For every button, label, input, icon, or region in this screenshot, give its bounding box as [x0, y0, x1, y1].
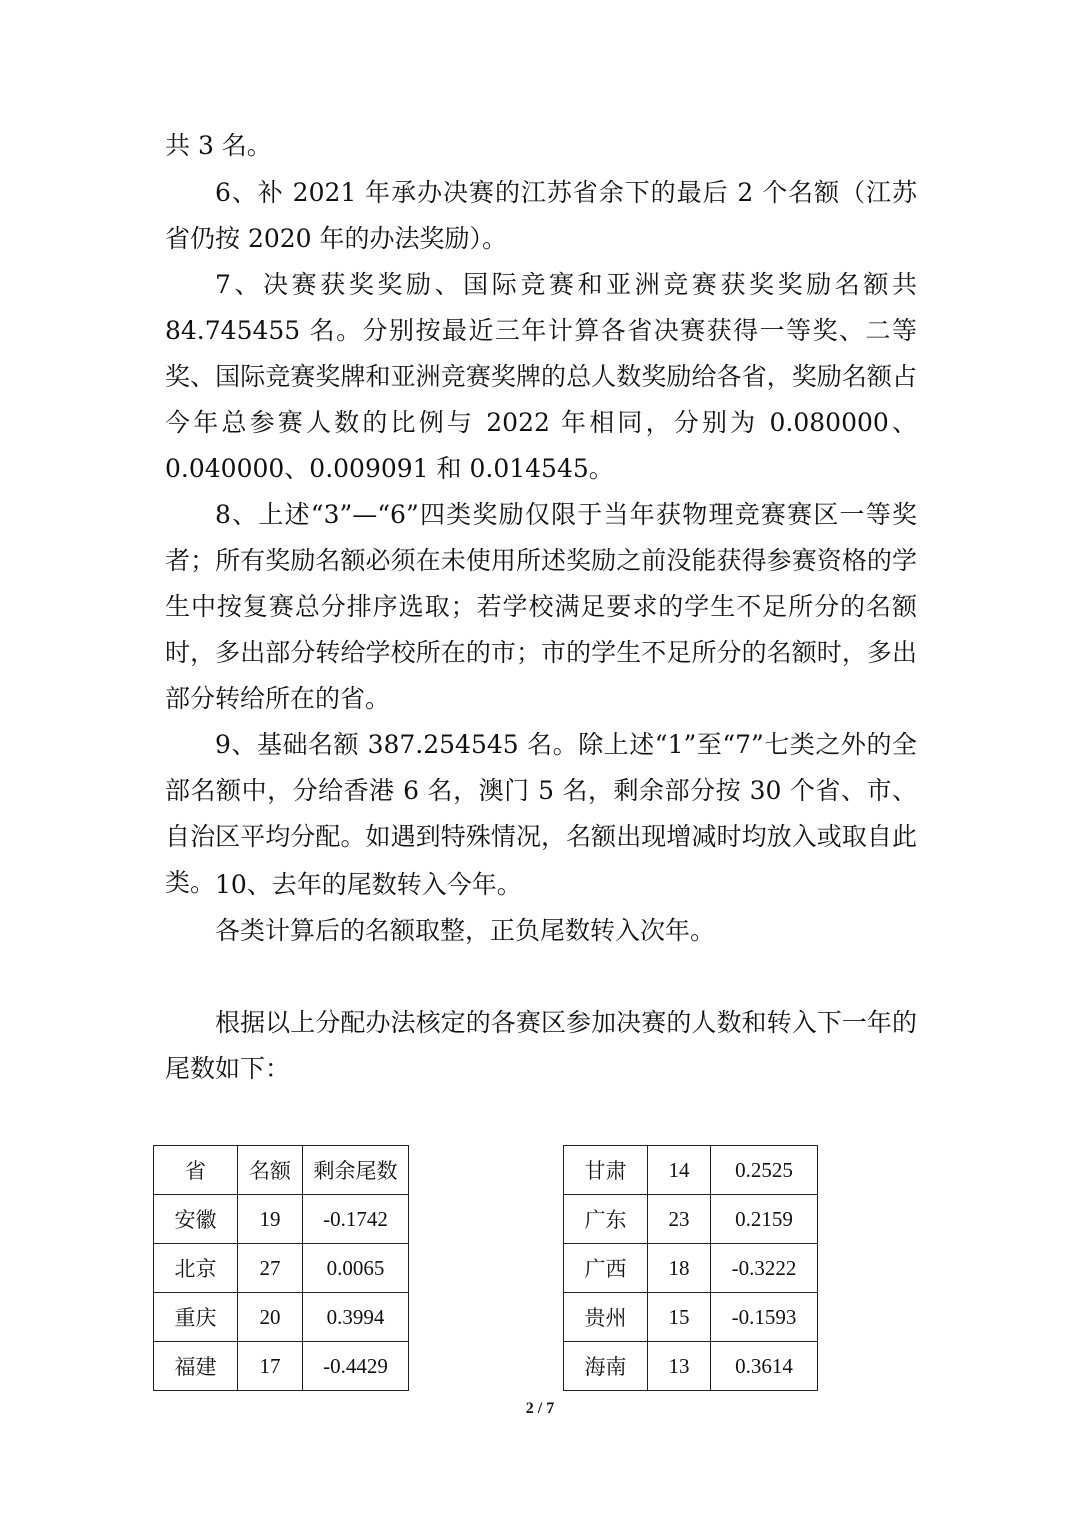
table-row	[564, 1146, 818, 1195]
province-cell: 福建	[154, 1342, 238, 1391]
table-row	[154, 1293, 409, 1342]
table-row	[154, 1342, 409, 1391]
quota-cell: 19	[238, 1195, 303, 1244]
table-row	[564, 1293, 818, 1342]
remainder-cell: 0.3994	[303, 1293, 409, 1342]
table-row	[154, 1244, 409, 1293]
header-cell-remainder: 剩余尾数	[303, 1146, 409, 1195]
remainder-cell: -0.1593	[711, 1293, 818, 1342]
table-header-row	[154, 1146, 409, 1195]
quota-cell: 20	[238, 1293, 303, 1342]
table-row	[564, 1342, 818, 1391]
table-row	[154, 1195, 409, 1244]
remainder-cell: -0.4429	[303, 1342, 409, 1391]
quota-table-left	[153, 1145, 409, 1391]
province-cell: 海南	[564, 1342, 648, 1391]
quota-cell: 15	[648, 1293, 711, 1342]
remainder-cell: -0.3222	[711, 1244, 818, 1293]
remainder-cell: -0.1742	[303, 1195, 409, 1244]
header-cell-quota: 名额	[238, 1146, 303, 1195]
quota-table-right	[563, 1145, 818, 1391]
province-cell: 广西	[564, 1244, 648, 1293]
paragraph-item-8: 8、上述“3”—“6”四类奖励仅限于当年获物理竞赛赛区一等奖者；所有奖励名额必须在未使用所述奖励之前没能获得参赛资格的学生中按复赛总分排序选取；若学校满足要求的学生不足所分的名额时，多出部分转给学校所在的市；市的学生不足所分的名额时，多出部分转给所在的省。	[165, 500, 917, 713]
province-cell: 甘肃	[564, 1146, 648, 1195]
header-cell-province: 省	[154, 1146, 238, 1195]
paragraph-rounding-note: 各类计算后的名额取整，正负尾数转入次年。	[215, 916, 716, 945]
remainder-cell: 0.3614	[711, 1342, 818, 1391]
remainder-cell: 0.2525	[711, 1146, 818, 1195]
table-row	[564, 1244, 818, 1293]
quota-cell: 23	[648, 1195, 711, 1244]
province-cell: 北京	[154, 1244, 238, 1293]
page-number: 2 / 7	[525, 1400, 555, 1417]
quota-cell: 14	[648, 1146, 711, 1195]
paragraph-table-intro: 根据以上分配办法核定的各赛区参加决赛的人数和转入下一年的尾数如下：	[165, 1008, 917, 1083]
paragraph-continuation: 共 3 名。	[165, 131, 272, 160]
province-cell: 广东	[564, 1195, 648, 1244]
quota-cell: 18	[648, 1244, 711, 1293]
province-cell: 安徽	[154, 1195, 238, 1244]
remainder-cell: 0.0065	[303, 1244, 409, 1293]
province-cell: 贵州	[564, 1293, 648, 1342]
quota-cell: 13	[648, 1342, 711, 1391]
remainder-cell: 0.2159	[711, 1195, 818, 1244]
quota-cell: 27	[238, 1244, 303, 1293]
table-row	[564, 1195, 818, 1244]
paragraph-item-7: 7、决赛获奖奖励、国际竞赛和亚洲竞赛获奖奖励名额共 84.745455 名。分别按最近三年计算各省决赛获得一等奖、二等奖、国际竞赛奖牌和亚洲竞赛奖牌的总人数奖励给各省，奖励名额占今年总参赛人数的比例与 2022 年相同，分别为 0.080000、0.040000、0.009091 和 0.014545。	[165, 270, 917, 483]
paragraph-item-10: 10、去年的尾数转入今年。	[215, 870, 522, 899]
paragraph-item-9: 9、基础名额 387.254545 名。除上述“1”至“7”七类之外的全部名额中，分给香港 6 名，澳门 5 名，剩余部分按 30 个省、市、自治区平均分配。如遇到特殊情况，名额出现增减时均放入或取自此类。	[165, 730, 917, 897]
province-cell: 重庆	[154, 1293, 238, 1342]
quota-cell: 17	[238, 1342, 303, 1391]
paragraph-item-6: 6、补 2021 年承办决赛的江苏省余下的最后 2 个名额（江苏省仍按 2020 年的办法奖励）。	[165, 178, 917, 253]
